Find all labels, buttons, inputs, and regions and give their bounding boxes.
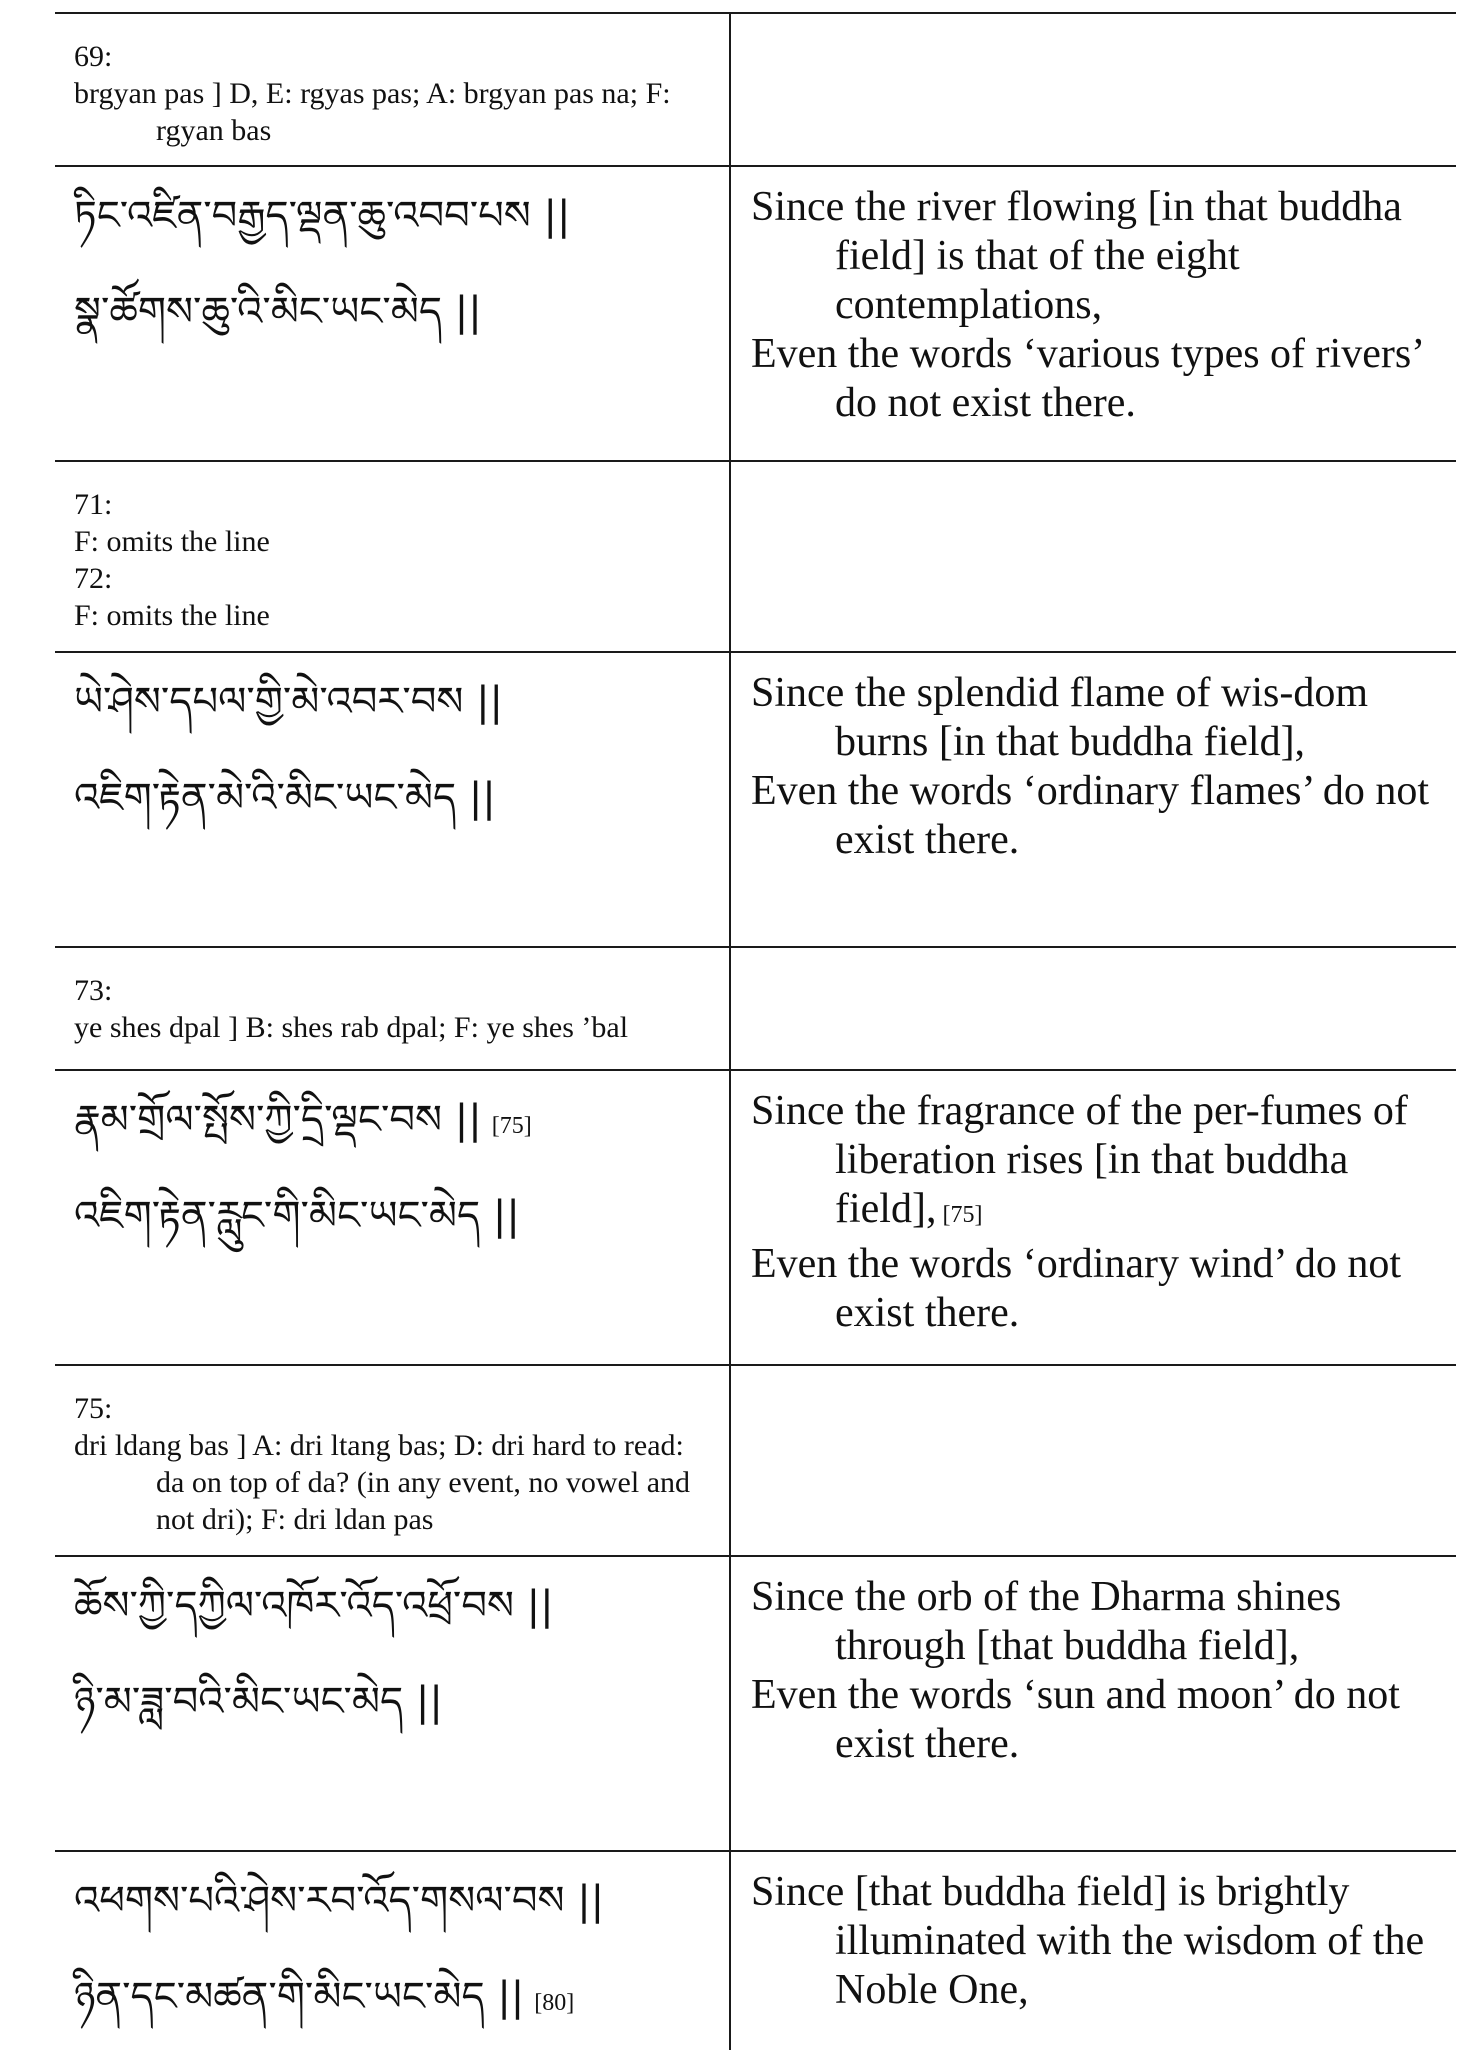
tibetan-line [74,1575,715,1637]
variant-note-cell [55,14,731,165]
translation-line: Since [that buddha field] is brightly illuminated with the wisdom of the Noble One, [751,1869,1425,2013]
english-translation-cell [731,653,1456,946]
note-text: dri ldang bas ] A: dri ltang bas; D: dri hard to read: da on top of da? (in any event, no vowel and not dri); F: dri ldan pas [74,1429,691,1536]
tibetan-verse-cell [55,653,731,946]
note-number: 72: [74,562,113,595]
tibetan-line-text: ཆོས་ཀྱི་དཀྱིལ་འཁོར་འོད་འཕྲོ་བས || [74,1583,554,1629]
note-text: F: omits the line [74,525,270,558]
footnote-marker[interactable]: [75] [942,1202,983,1228]
variant-note-cell [55,1366,731,1555]
translation-line: Even the words ‘sun and moon’ do not exist there. [751,1672,1400,1767]
tibetan-verse-cell [55,167,731,460]
translation-line: Even the words ‘ordinary flames’ do not exist there. [751,768,1430,863]
tibetan-verse-cell [55,1557,731,1850]
english-translation-cell [731,1071,1456,1364]
verse-row [55,165,1456,460]
translation-line: Since the orb of the Dharma shines through [that buddha field], [751,1574,1342,1669]
variant-note-cell [55,948,731,1069]
tibetan-line [74,671,715,733]
translation-line-text: Since the fragrance of the per-fumes of liberation rises [in that buddha field], [751,1088,1408,1232]
note-text: F: omits the line [74,599,270,632]
english-translation-cell [731,1852,1456,2050]
tibetan-line-text: ཏིང་འཛིན་བརྒྱད་ལྡན་ཆུ་འབབ་པས || [74,193,571,239]
tibetan-line [74,1671,715,1733]
translation-line: Even the words ‘ordinary wind’ do not exist there. [751,1241,1402,1336]
english-translation-cell [731,1557,1456,1850]
note-number: 73: [74,974,113,1007]
note-text: ye shes dpal ] B: shes rab dpal; F: ye shes ’bal [74,1011,629,1044]
tibetan-line [74,185,715,247]
tibetan-line-text: འཇིག་རྟེན་རླུང་གི་མིང་ཡང་མེད || [74,1193,520,1239]
footnote-marker[interactable]: [75] [491,1113,532,1139]
verse-row [55,1555,1456,1850]
english-translation-cell [731,167,1456,460]
tibetan-line-text: འཇིག་རྟེན་མེ་འི་མིང་ཡང་མེད || [74,775,496,821]
variant-note-row [55,12,1456,165]
tibetan-line-text: འཕགས་པའི་ཤེས་རབ་འོད་གསལ་བས || [74,1878,605,1924]
translation-line: Since the splendid flame of wis-dom burns [in that buddha field], [751,670,1369,765]
tibetan-line-text: ཉི་མ་ཟླ་བའི་མིང་ཡང་མེད || [74,1679,443,1725]
empty-translation-cell [731,14,1456,165]
verse-row [55,651,1456,946]
tibetan-line-text: སྣ་ཚོགས་ཆུ་འི་མིང་ཡང་མེད || [74,289,482,335]
translation-line: Since the river flowing [in that buddha field] is that of the eight contemplations, [751,184,1402,328]
note-number: 71: [74,488,113,521]
tibetan-line-text: ཡེ་ཤེས་དཔལ་གྱི་མེ་འབར་བས || [74,679,504,725]
empty-translation-cell [731,948,1456,1069]
empty-translation-cell [731,1366,1456,1555]
note-number: 75: [74,1392,113,1425]
tibetan-line-text: ཉིན་དང་མཚན་གི་མིང་ཡང་མེད || [74,1974,525,2020]
verse-row [55,1850,1456,2050]
tibetan-line [74,281,715,343]
verse-row [55,1069,1456,1364]
tibetan-line [74,1870,715,1932]
tibetan-verse-cell [55,1852,731,2050]
tibetan-verse-cell [55,1071,731,1364]
variant-note-row [55,946,1456,1069]
tibetan-line [74,1089,715,1151]
variant-note-cell [55,462,731,651]
translation-line [751,1087,1442,1240]
tibetan-line [74,767,715,829]
tibetan-line [74,1185,715,1247]
translation-line: Even the words ‘various types of rivers’ do not exist there. [751,331,1423,426]
tibetan-line [74,1966,715,2028]
critical-edition-table [55,12,1456,2050]
variant-note-row [55,1364,1456,1555]
tibetan-line-text: རྣམ་གྲོལ་སྤོས་ཀྱི་དྲི་ལྡང་བས || [74,1097,482,1143]
note-text: brgyan pas ] D, E: rgyas pas; A: brgyan pas na; F: rgyan bas [74,77,671,147]
note-number: 69: [74,40,113,73]
empty-translation-cell [731,462,1456,651]
footnote-marker[interactable]: [80] [534,1990,575,2016]
variant-note-row [55,460,1456,651]
